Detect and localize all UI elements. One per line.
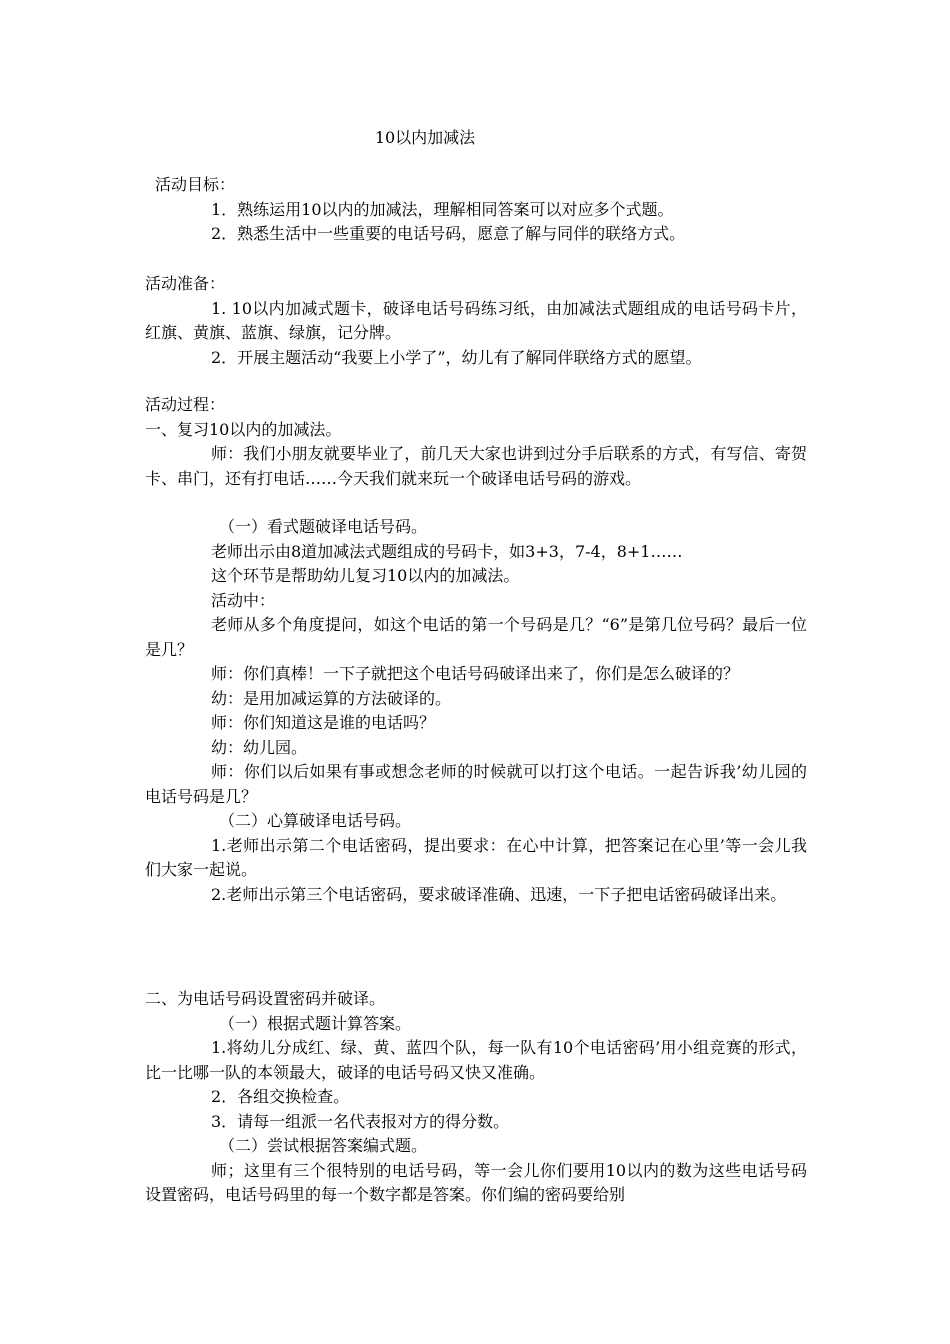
document-title: 10以内加减法	[374, 128, 476, 147]
paragraph: 1.将幼儿分成红、绿、黄、蓝四个队，每一队有10个电话密码’用小组竞赛的形式，比一比哪一队的本领最大，破译的电话号码又快又准确。	[145, 1038, 807, 1082]
paragraph: 师：你们以后如果有事或想念老师的时候就可以打这个电话。一起告诉我’幼儿园的电话号码是几？	[145, 762, 807, 806]
paragraph: 2.老师出示第三个电话密码，要求破译准确、迅速，一下子把电话密码破译出来。	[211, 884, 787, 904]
part-heading: （一）根据式题计算答案。	[219, 1013, 412, 1033]
prep-item: 1. 10以内加减式题卡，破译电话号码练习纸，由加减法式题组成的电话号码卡片，红旗、黄旗、蓝旗、绿旗，记分牌。	[145, 298, 807, 342]
section2	[145, 987, 807, 1208]
part-heading: （一）看式题破译电话号码。	[219, 517, 428, 536]
process-section	[145, 393, 807, 491]
section1-heading: 一、复习10以内的加减法。	[145, 419, 342, 439]
goal-item: 2．熟悉生活中一些重要的电话号码，愿意了解与同伴的联络方式。	[211, 224, 686, 243]
paragraph: 1.老师出示第二个电话密码，提出要求：在心中计算，把答案记在心里’等一会儿我们大家一起说。	[145, 835, 807, 879]
goal-item: 1．熟练运用10以内的加减法，理解相同答案可以对应多个式题。	[211, 199, 674, 219]
part-heading: （二）尝试根据答案编式题。	[219, 1136, 428, 1155]
prep-item: 2．开展主题活动“我要上小学了”，幼儿有了解同伴联络方式的愿望。	[211, 347, 702, 367]
paragraph: 幼：是用加减运算的方法破译的。	[211, 688, 452, 708]
paragraph: 师；这里有三个很特别的电话号码，等一会儿你们要用10以内的数为这些电话号码设置密码，电话号码里的每一个数字都是答案。你们编的密码要给别	[145, 1160, 807, 1204]
process-heading: 活动过程：	[145, 395, 226, 414]
prep-section	[145, 272, 807, 370]
section1-intro: 师：我们小朋友就要毕业了，前几天大家也讲到过分手后联系的方式，有写信、寄贺卡、串门，还有打电话……今天我们就来玩一个破译电话号码的游戏。	[145, 444, 807, 488]
prep-heading: 活动准备：	[145, 274, 226, 293]
paragraph: 幼：幼儿园。	[211, 737, 308, 757]
paragraph: 师：你们真棒！一下子就把这个电话号码破译出来了，你们是怎么破译的？	[211, 664, 740, 683]
paragraph: 3．请每一组派一名代表报对方的得分数。	[211, 1111, 510, 1131]
paragraph: 活动中：	[211, 590, 276, 610]
goals-heading: 活动目标：	[155, 175, 236, 194]
goals-section	[145, 173, 807, 247]
paragraph: 老师从多个角度提问，如这个电话的第一个号码是几？“6”是第几位号码？最后一位是几？	[145, 615, 807, 659]
paragraph: 这个环节是帮助幼儿复习10以内的加减法。	[211, 566, 520, 585]
paragraph: 2．各组交换检查。	[211, 1087, 350, 1106]
paragraph: 老师出示由8道加减法式题组成的号码卡，如3+3，7-4，8+1……	[211, 541, 683, 561]
section1-part1	[145, 515, 807, 907]
paragraph: 师：你们知道这是谁的电话吗？	[211, 713, 436, 732]
part-heading: （二）心算破译电话号码。	[219, 811, 412, 830]
section2-heading: 二、为电话号码设置密码并破译。	[145, 989, 386, 1008]
